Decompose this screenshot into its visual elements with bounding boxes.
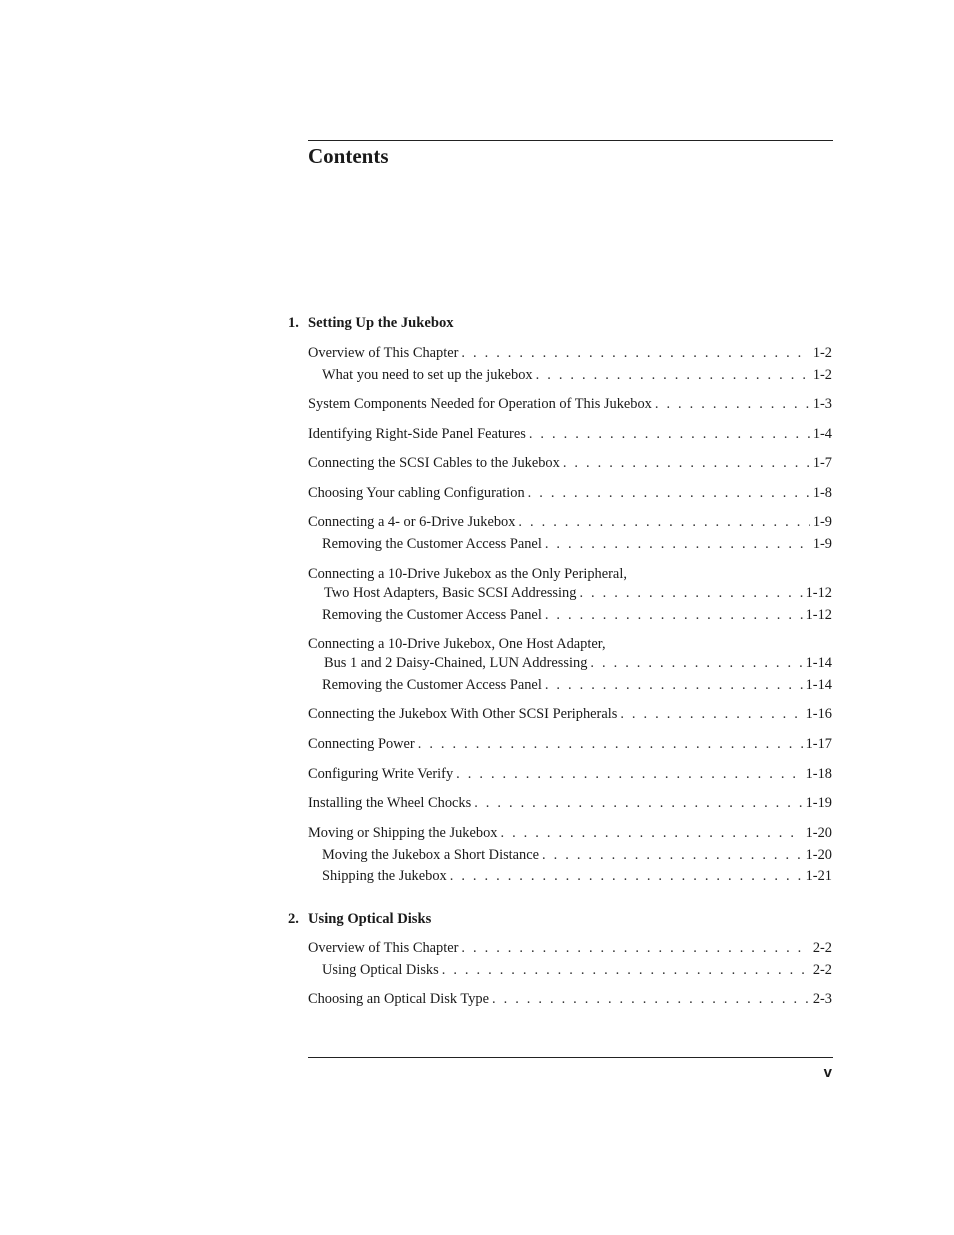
leader-dots [590,653,802,673]
leader-dots [461,938,809,958]
toc-entry-text: Connecting the SCSI Cables to the Jukebox [308,455,560,471]
toc-entry[interactable] [308,483,832,503]
toc-subentry[interactable] [322,845,832,865]
toc-entry[interactable] [308,734,832,754]
chapter-title: Using Optical Disks [308,911,432,927]
toc-entry-continuation[interactable] [324,583,832,603]
chapter-title: Setting Up the Jukebox [308,315,454,331]
leader-dots [450,866,803,886]
toc-entry[interactable] [308,424,832,444]
toc-entry[interactable] [308,938,832,958]
leader-dots [655,394,810,414]
toc-entry-page: 1-20 [805,825,832,841]
leader-dots [442,960,810,980]
toc-entry-page: 1-17 [805,736,832,752]
leader-dots [529,424,810,444]
toc-entry-first-line[interactable] [308,634,832,654]
chapter-heading[interactable] [288,909,832,929]
toc-entry-page: 1-9 [812,536,832,552]
toc-entry-text: Identifying Right-Side Panel Features [308,426,526,442]
toc-subentry[interactable] [322,365,832,385]
toc-entry[interactable] [308,989,832,1009]
toc-entry-page: 2-2 [812,940,832,956]
toc-entry-page: 1-2 [812,345,832,361]
toc-entry[interactable] [308,764,832,784]
toc-entry-page: 1-2 [812,367,832,383]
leader-dots [474,793,802,813]
toc-entry-text: Removing the Customer Access Panel [322,607,542,623]
toc-entry-page: 1-14 [805,655,832,671]
leader-dots [456,764,802,784]
leader-dots [620,704,802,724]
toc-entry-page: 1-21 [805,868,832,884]
leader-dots [418,734,803,754]
leader-dots [500,823,802,843]
leader-dots [492,989,810,1009]
header-rule [308,140,833,141]
toc-entry-text: Removing the Customer Access Panel [322,536,542,552]
toc-entry-page: 1-20 [805,847,832,863]
toc-entry-text: Removing the Customer Access Panel [322,677,542,693]
toc-entry-text: System Components Needed for Operation of This Jukebox [308,396,652,412]
toc-entry-page: 1-14 [805,677,832,693]
leader-dots [563,453,810,473]
toc-entry[interactable] [308,453,832,473]
toc-entry-text: Two Host Adapters, Basic SCSI Addressing [324,585,577,601]
toc-entry[interactable] [308,704,832,724]
leader-dots [542,845,803,865]
toc-entry[interactable] [308,793,832,813]
toc-entry-text: What you need to set up the jukebox [322,367,533,383]
footer-rule [308,1057,833,1058]
toc-subentry[interactable] [322,605,832,625]
page-title: Contents [308,144,389,168]
leader-dots [579,583,802,603]
toc-entry-text: Connecting Power [308,736,415,752]
toc-entry-text: Installing the Wheel Chocks [308,795,472,811]
chapter-number: 2. [288,911,299,927]
toc-subentry[interactable] [322,866,832,886]
toc-entry-text: Configuring Write Verify [308,766,454,782]
toc-entry-text: Choosing Your cabling Configuration [308,485,525,501]
toc-entry-text: Using Optical Disks [322,962,439,978]
toc-entry-text: Shipping the Jukebox [322,868,447,884]
leader-dots [545,605,803,625]
toc-entry-page: 2-2 [812,962,832,978]
toc-entry-page: 1-16 [805,706,832,722]
toc-entry[interactable] [308,394,832,414]
chapter-heading[interactable] [288,313,832,333]
toc-subentry[interactable] [322,534,832,554]
toc-entry-page: 1-18 [805,766,832,782]
toc-entry-page: 1-12 [805,607,832,623]
toc-entry-page: 1-12 [805,585,832,601]
toc-subentry[interactable] [322,675,832,695]
leader-dots [545,534,810,554]
toc-entry[interactable] [308,343,832,363]
page-number: v [823,1064,832,1081]
toc-entry-text: Bus 1 and 2 Daisy-Chained, LUN Addressing [324,655,588,671]
toc-entry-page: 2-3 [812,991,832,1007]
leader-dots [461,343,809,363]
toc-entry[interactable] [308,823,832,843]
toc-entry-page: 1-19 [805,795,832,811]
toc-entry-text: Connecting a 10-Drive Jukebox, One Host Adapter, [308,636,606,652]
toc-entry-text: Connecting a 4- or 6-Drive Jukebox [308,514,516,530]
leader-dots [518,512,809,532]
toc-entry-text: Choosing an Optical Disk Type [308,991,489,1007]
toc-entry-page: 1-4 [812,426,832,442]
toc-entry-text: Connecting a 10-Drive Jukebox as the Only Peripheral, [308,566,627,582]
toc-entry-text: Moving the Jukebox a Short Distance [322,847,540,863]
leader-dots [545,675,803,695]
toc-entry-text: Moving or Shipping the Jukebox [308,825,498,841]
toc-entry-continuation[interactable] [324,653,832,673]
toc-entry-page: 1-7 [812,455,832,471]
toc-entry-page: 1-9 [812,514,832,530]
toc-entry-page: 1-3 [812,396,832,412]
toc-entry-page: 1-8 [812,485,832,501]
leader-dots [528,483,810,503]
toc-entry-text: Connecting the Jukebox With Other SCSI Peripherals [308,706,618,722]
toc-entry-text: Overview of This Chapter [308,940,459,956]
toc-entry[interactable] [308,512,832,532]
leader-dots [536,365,810,385]
toc-entry-first-line[interactable] [308,564,832,584]
toc-entry-text: Overview of This Chapter [308,345,459,361]
chapter-number: 1. [288,315,299,331]
toc-subentry[interactable] [322,960,832,980]
